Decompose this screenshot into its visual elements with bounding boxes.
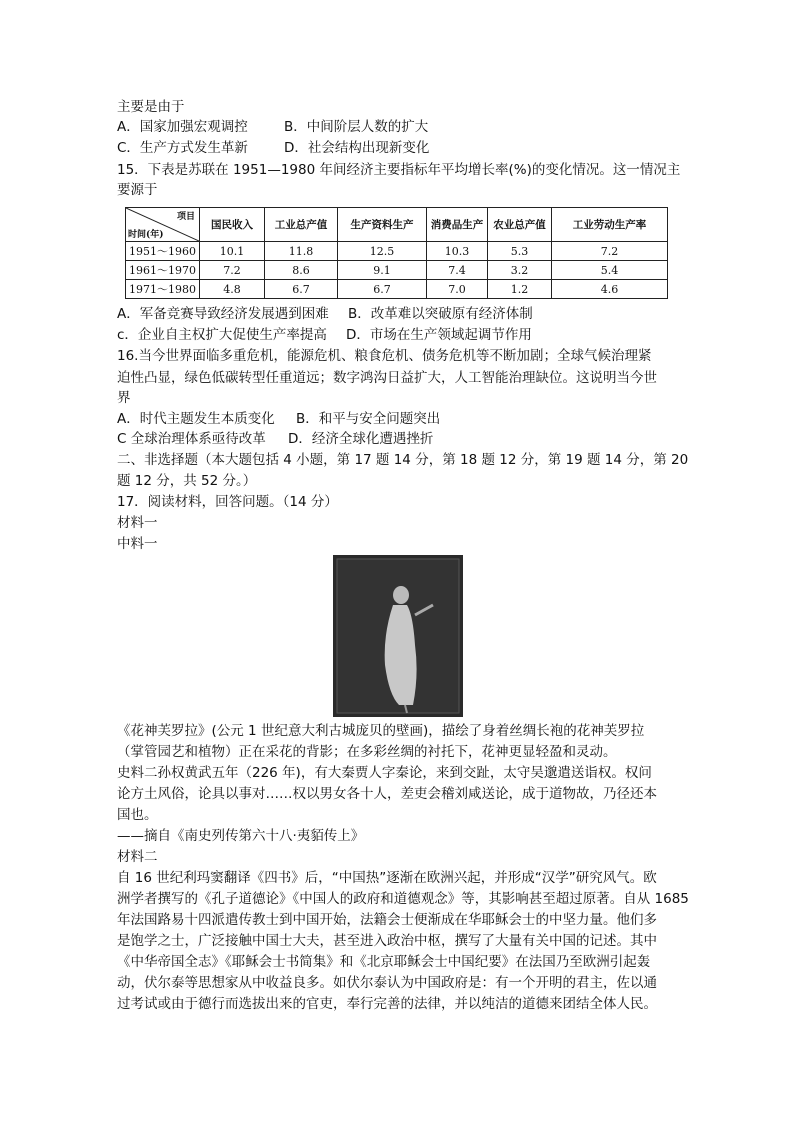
q15-stem-line2: 要源于: [117, 182, 158, 198]
table-header: 消费品生产: [427, 208, 488, 242]
q15-stem-line1: 15．下表是苏联在 1951—1980 年间经济主要指标年平均增长率(%)的变化情况。这一情况主: [117, 162, 681, 178]
material2-line: 洲学者撰写的《孔子道德论》《中国人的政府和道德观念》等，其影响甚至超过原著。自从 1685: [117, 891, 689, 907]
q15-option-c: c．企业自主权扩大促使生产率提高: [117, 327, 327, 343]
table-header: 国民收入: [200, 208, 265, 242]
value-cell: 12.5: [338, 242, 427, 261]
q14-stem-tail: 主要是由于: [117, 99, 185, 115]
value-cell: 1.2: [488, 280, 552, 299]
corner-time-label: 时间(年): [128, 230, 164, 240]
q15-option-d: D．市场在生产领域起调节作用: [346, 327, 532, 343]
value-cell: 7.2: [552, 242, 668, 261]
source2-line: 论方土风俗，论具以事对……权以男女各十人，差吏会稽刘咸送论，成于道物故，乃径还本: [117, 786, 657, 802]
caption-line: （掌管园艺和植物）正在采花的背影；在多彩丝绸的衬托下，花神更显轻盈和灵动。: [117, 744, 617, 760]
table-header: 农业总产值: [488, 208, 552, 242]
material2-line: 年法国路易十四派遣传教士到中国开始，法籍会士便渐成在华耶稣会士的中坚力量。他们多: [117, 912, 657, 928]
table-row: [126, 280, 668, 299]
period-cell: 1961～1970: [126, 261, 200, 280]
q15-option-a: A．军备竞赛导致经济发展遇到困难: [117, 306, 329, 322]
value-cell: 5.4: [552, 261, 668, 280]
material2-line: 动，伏尔泰等思想家从中收益良多。如伏尔泰认为中国政府是：有一个开明的君主，佐以通: [117, 975, 657, 991]
table-corner-cell: [126, 208, 200, 242]
q14-option-d: D．社会结构出现新变化: [284, 140, 430, 156]
material2-label: 材料二: [117, 849, 158, 865]
value-cell: 11.8: [265, 242, 338, 261]
table-header-row: [126, 208, 668, 242]
value-cell: 7.0: [427, 280, 488, 299]
fresco-figure: [333, 555, 463, 717]
material2-line: 《中华帝国全志》《耶稣会士书简集》和《北京耶稣会士中国纪要》在法国乃至欧洲引起轰: [117, 954, 651, 970]
value-cell: 6.7: [338, 280, 427, 299]
q15-option-b: B．改革难以突破原有经济体制: [348, 306, 533, 322]
caption-line: 《花神芙罗拉》(公元 1 世纪意大利古城庞贝的壁画)，描绘了身着丝绸长袍的花神芙罗拉: [117, 723, 645, 739]
flora-fresco-image: [333, 555, 463, 717]
section2-heading: 二、非选择题（本大题包括 4 小题，第 17 题 14 分，第 18 题 12 分，第 19 题 14 分，第 20: [117, 452, 689, 468]
value-cell: 7.4: [427, 261, 488, 280]
q16-stem-line: 迫性凸显，绿色低碳转型任重道远；数字鸿沟日益扩大，人工智能治理缺位。这说明当今世: [117, 370, 657, 386]
value-cell: 4.8: [200, 280, 265, 299]
q16-option-b: B．和平与安全问题突出: [296, 411, 441, 427]
q14-option-a: A．国家加强宏观调控: [117, 119, 248, 135]
material1-label: 材料一: [117, 515, 158, 531]
value-cell: 3.2: [488, 261, 552, 280]
q14-option-c: C．生产方式发生革新: [117, 140, 248, 156]
q16-stem-line: 16.当今世界面临多重危机，能源危机、粮食危机、债务危机等不断加剧；全球气候治理紧: [117, 348, 652, 364]
q16-stem-line: 界: [117, 390, 131, 406]
value-cell: 5.3: [488, 242, 552, 261]
q16-option-d: D．经济全球化遭遇挫折: [288, 431, 434, 447]
economic-indicators-table: [125, 207, 668, 299]
q17-title: 17．阅读材料，回答问题。（14 分）: [117, 494, 338, 510]
q16-option-c: C 全球治理体系亟待改革: [117, 431, 266, 447]
table-header: 生产资料生产: [338, 208, 427, 242]
period-cell: 1971～1980: [126, 280, 200, 299]
value-cell: 8.6: [265, 261, 338, 280]
table-row: [126, 261, 668, 280]
source2-line: 国也。: [117, 807, 158, 823]
value-cell: 4.6: [552, 280, 668, 299]
value-cell: 10.1: [200, 242, 265, 261]
value-cell: 6.7: [265, 280, 338, 299]
material2-line: 过考试或由于德行而选拔出来的官吏，奉行完善的法律，并以纯洁的道德来团结全体人民。: [117, 996, 657, 1012]
table-header: 工业劳动生产率: [552, 208, 668, 242]
value-cell: 9.1: [338, 261, 427, 280]
source2-line: 史料二孙权黄武五年（226 年)，有大秦贾人字秦论，来到交趾，太守吴邈遣送诣权。权问: [117, 765, 652, 781]
period-cell: 1951～1960: [126, 242, 200, 261]
table-row: [126, 242, 668, 261]
corner-item-label: 项目: [176, 212, 195, 222]
q14-option-b: B．中间阶层人数的扩大: [284, 119, 429, 135]
value-cell: 7.2: [200, 261, 265, 280]
citation: ——摘自《南史列传第六十八·夷貊传上》: [117, 828, 365, 844]
material2-line: 是饱学之士，广泛接触中国士大夫，甚至进入政治中枢，撰写了大量有关中国的记述。其中: [117, 933, 657, 949]
q16-option-a: A．时代主题发生本质变化: [117, 411, 275, 427]
source1-label: 中料一: [117, 536, 158, 552]
material2-line: 自 16 世纪利玛窦翻译《四书》后，“中国热”逐渐在欧洲兴起，并形成“汉学”研究风气。欧: [117, 870, 657, 886]
section2-heading: 题 12 分，共 52 分。）: [117, 473, 257, 489]
table-header: 工业总产值: [265, 208, 338, 242]
value-cell: 10.3: [427, 242, 488, 261]
